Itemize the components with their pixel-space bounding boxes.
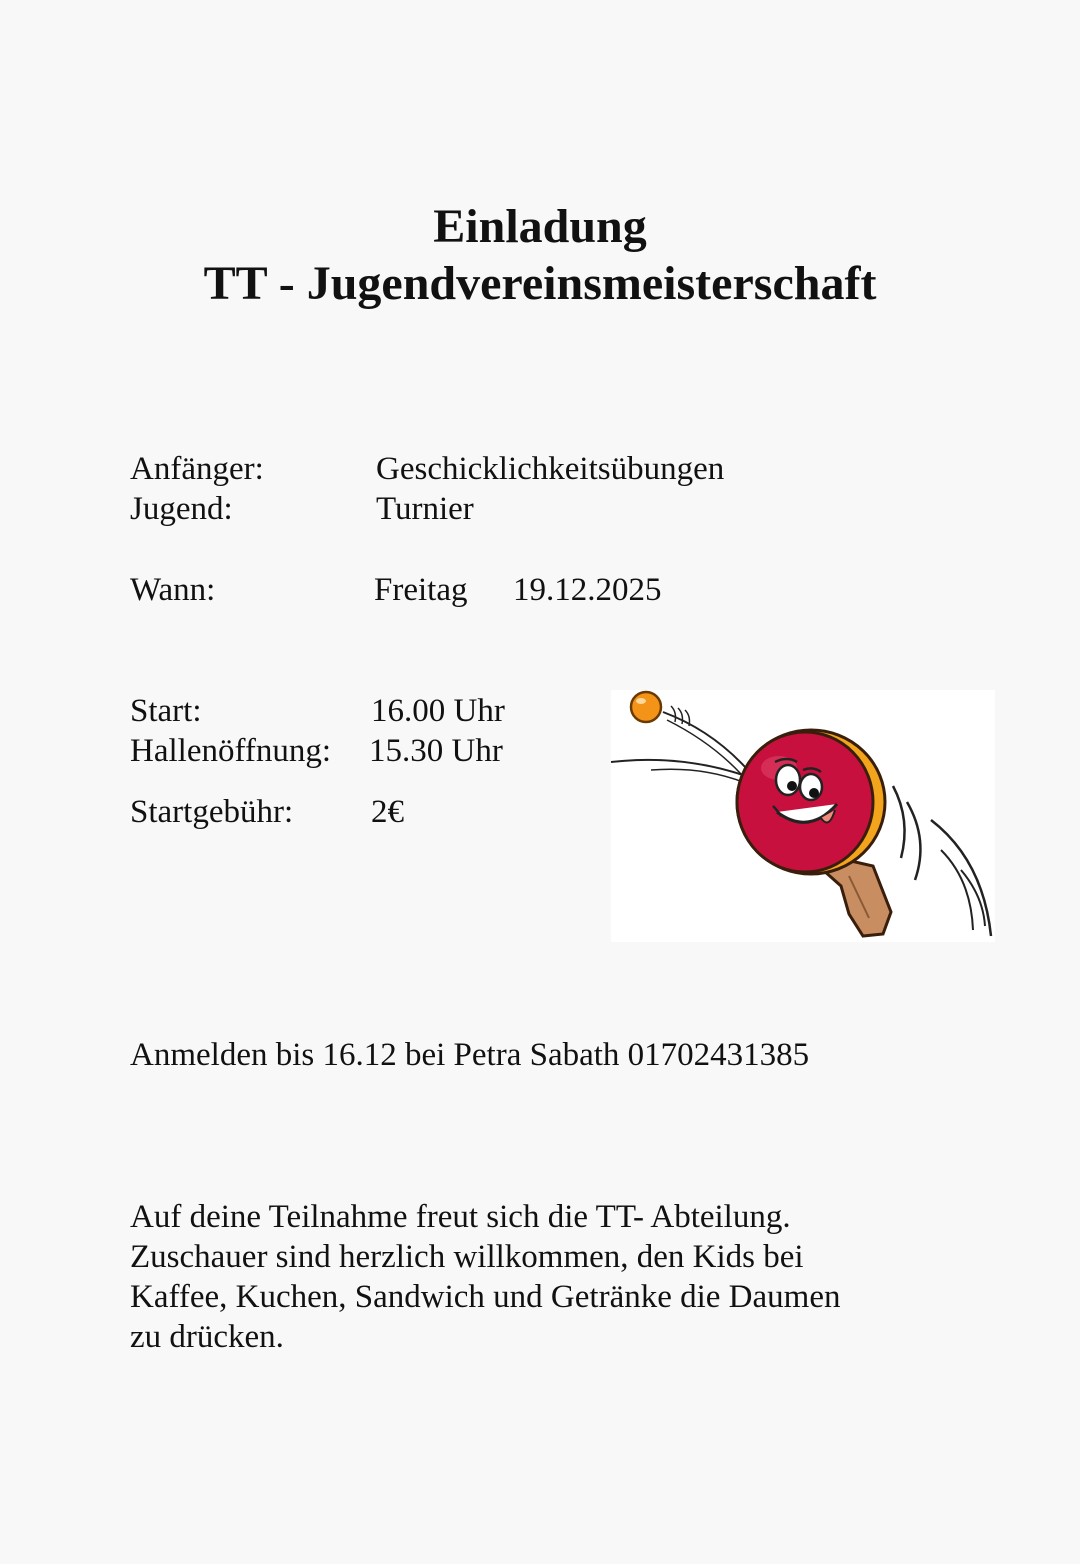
- closing-paragraph: [130, 1197, 950, 1357]
- hall-opening-label: Hallenöffnung:: [130, 733, 332, 769]
- start-time: 16.00 Uhr: [371, 693, 505, 729]
- fee-value: 2€: [371, 794, 404, 830]
- closing-line: Auf deine Teilnahme freut sich die TT- Abteilung.: [130, 1199, 791, 1235]
- closing-line: Zuschauer sind herzlich willkommen, den Kids bei: [130, 1239, 804, 1275]
- category-label: Jugend:: [130, 491, 233, 527]
- closing-line: zu drücken.: [130, 1319, 284, 1355]
- closing-line: Kaffee, Kuchen, Sandwich und Getränke die Daumen: [130, 1279, 841, 1315]
- category-label: Anfänger:: [130, 451, 264, 487]
- start-label: Start:: [130, 693, 202, 729]
- hall-opening-time: 15.30 Uhr: [369, 733, 503, 769]
- when-label: Wann:: [130, 572, 216, 608]
- page-title: Einladung: [433, 200, 647, 253]
- category-value: Geschicklichkeitsübungen: [376, 451, 725, 487]
- event-day: Freitag: [374, 572, 468, 608]
- page-subtitle: TT - Jugendvereinsmeisterschaft: [203, 257, 877, 310]
- category-value: Turnier: [376, 491, 474, 527]
- event-date: 19.12.2025: [513, 572, 662, 608]
- fee-label: Startgebühr:: [130, 794, 294, 830]
- registration-note: Anmelden bis 16.12 bei Petra Sabath 01702431385: [130, 1037, 810, 1073]
- table-tennis-paddle-cartoon-icon: [611, 690, 995, 942]
